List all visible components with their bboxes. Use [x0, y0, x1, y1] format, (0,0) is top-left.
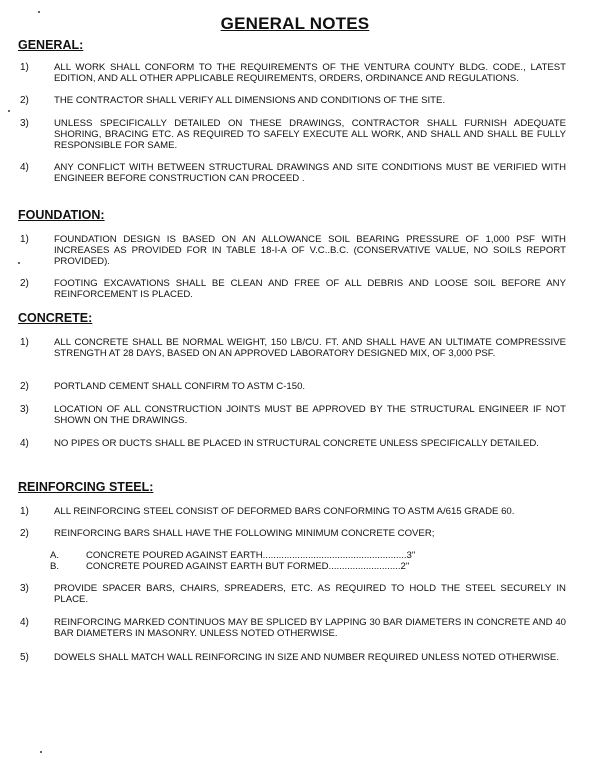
item-text: ALL CONCRETE SHALL BE NORMAL WEIGHT, 150 LB/CU. FT. AND SHALL HAVE AN ULTIMATE COMPRESSIVE STRENGTH AT 28 DAYS, BASED ON AN APPROVED LABORATORY DESIGNED MIX, OF 3,000 PSF.: [54, 337, 566, 359]
item-text: DOWELS SHALL MATCH WALL REINFORCING IN SIZE AND NUMBER REQUIRED UNLESS NOTED OTHERWISE.: [54, 652, 559, 663]
item-number: 2): [20, 528, 29, 539]
cover-letter: B.: [50, 561, 60, 572]
cover-text: CONCRETE POURED AGAINST EARTH BUT FORMED...........................2": [86, 561, 410, 572]
item-number: 2): [20, 381, 29, 392]
scan-speck: [38, 11, 40, 13]
item-text: NO PIPES OR DUCTS SHALL BE PLACED IN STRUCTURAL CONCRETE UNLESS SPECIFICALLY DETAILED.: [54, 438, 539, 449]
item-text: UNLESS SPECIFICALLY DETAILED ON THESE DRAWINGS, CONTRACTOR SHALL FURNISH ADEQUATE SHORING, BRACING ETC. AS REQUIRED TO SAFELY EXECUTE ALL WORK, AND SHALL AND SHALL BE FULLY RESPONSIBLE FOR SAME.: [54, 118, 566, 151]
item-number: 4): [20, 438, 29, 449]
item-text: LOCATION OF ALL CONSTRUCTION JOINTS MUST BE APPROVED BY THE STRUCTURAL ENGINEER IF NOT SHOWN ON THE DRAWINGS.: [54, 404, 566, 426]
item-text: ALL WORK SHALL CONFORM TO THE REQUIREMENTS OF THE VENTURA COUNTY BLDG. CODE., LATEST EDITION, AND ALL OTHER APPLICABLE REQUIREMENTS, ORDERS, ORDINANCE AND REGULATIONS.: [54, 62, 566, 84]
item-number: 1): [20, 234, 29, 245]
item-number: 4): [20, 617, 29, 628]
item-number: 3): [20, 583, 29, 594]
item-number: 4): [20, 162, 29, 173]
item-text: FOUNDATION DESIGN IS BASED ON AN ALLOWANCE SOIL BEARING PRESSURE OF 1,000 PSF WITH INCREASES AS PROVIDED FOR IN TABLE 18-I-A OF V.C..B.C. (CONSERVATIVE VALUE, NO SOILS REPORT PROVIDED).: [54, 234, 566, 267]
scan-speck: [40, 751, 42, 753]
item-number: 3): [20, 118, 29, 129]
item-text: PORTLAND CEMENT SHALL CONFIRM TO ASTM C-150.: [54, 381, 306, 392]
item-text: THE CONTRACTOR SHALL VERIFY ALL DIMENSIONS AND CONDITIONS OF THE SITE.: [54, 95, 446, 106]
item-number: 3): [20, 404, 29, 415]
section-heading: REINFORCING STEEL:: [18, 480, 154, 494]
item-number: 2): [20, 95, 29, 106]
section-heading: CONCRETE:: [18, 311, 93, 325]
scan-speck: [8, 110, 10, 112]
scan-speck: [18, 262, 20, 264]
section-heading: FOUNDATION:: [18, 208, 105, 222]
item-number: 1): [20, 62, 29, 73]
item-text: ANY CONFLICT WITH BETWEEN STRUCTURAL DRAWINGS AND SITE CONDITIONS MUST BE VERIFIED WITH ENGINEER BEFORE CONSTRUCTION CAN PROCEED .: [54, 162, 566, 184]
item-text: FOOTING EXCAVATIONS SHALL BE CLEAN AND FREE OF ALL DEBRIS AND LOOSE SOIL BEFORE ANY REINFORCEMENT IS PLACED.: [54, 278, 566, 300]
item-number: 5): [20, 652, 29, 663]
item-text: REINFORCING BARS SHALL HAVE THE FOLLOWING MINIMUM CONCRETE COVER;: [54, 528, 435, 539]
item-number: 2): [20, 278, 29, 289]
section-heading: GENERAL:: [18, 38, 84, 52]
item-text: PROVIDE SPACER BARS, CHAIRS, SPREADERS, ETC. AS REQUIRED TO HOLD THE STEEL SECURELY IN PLACE.: [54, 583, 566, 605]
cover-text: CONCRETE POURED AGAINST EARTH......................................................3": [86, 550, 416, 561]
item-text: REINFORCING MARKED CONTINUOS MAY BE SPLICED BY LAPPING 30 BAR DIAMETERS IN CONCRETE AND 40 BAR DIAMETERS IN MASONRY. UNLESS NOTED OTHERWISE.: [54, 617, 566, 639]
item-number: 1): [20, 337, 29, 348]
item-number: 1): [20, 506, 29, 517]
item-text: ALL REINFORCING STEEL CONSIST OF DEFORMED BARS CONFORMING TO ASTM A/615 GRADE 60.: [54, 506, 515, 517]
page-title: GENERAL NOTES: [220, 14, 370, 33]
cover-letter: A.: [50, 550, 60, 561]
